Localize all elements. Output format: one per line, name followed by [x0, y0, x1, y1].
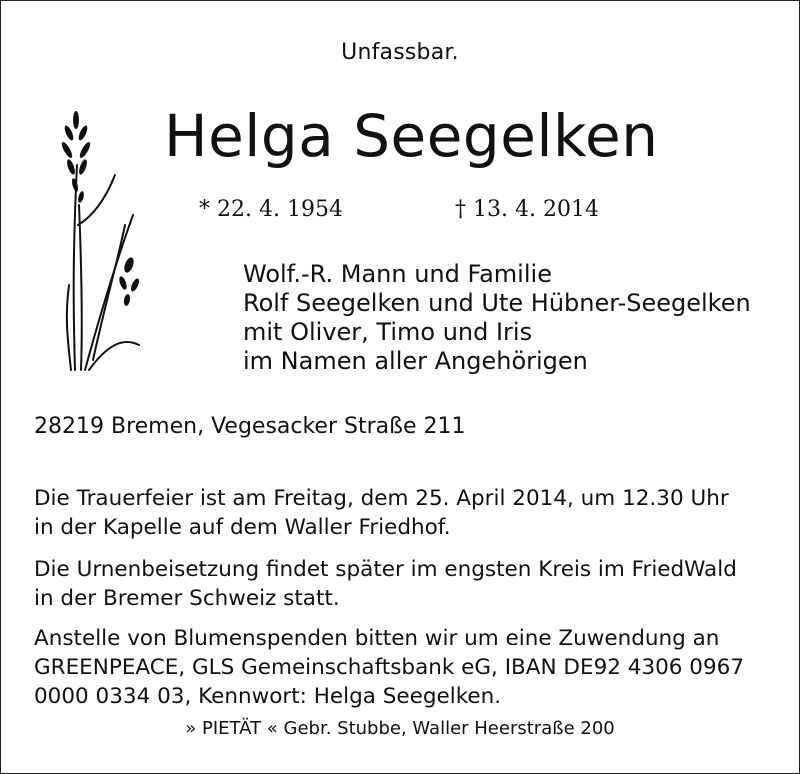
funeral-home-footer: » PIETÄT « Gebr. Stubbe, Waller Heerstraße 200: [185, 718, 615, 739]
burial-paragraph: [34, 555, 774, 613]
mourners-list: [243, 260, 751, 376]
paragraph-line: in der Bremer Schweiz statt.: [34, 586, 340, 611]
grass-illustration-icon: [45, 105, 155, 375]
mourner-line: im Namen aller Angehörigen: [243, 347, 588, 375]
paragraph-line: GREENPEACE, GLS Gemeinschaftsbank eG, IBAN DE92 4306 0967: [34, 655, 745, 680]
mourner-line: Rolf Seegelken und Ute Hübner-Seegelken: [243, 289, 751, 317]
paragraph-line: in der Kapelle auf dem Waller Friedhof.: [34, 515, 451, 540]
address: 28219 Bremen, Vegesacker Straße 211: [34, 414, 466, 439]
mourner-line: Wolf.-R. Mann und Familie: [243, 260, 552, 288]
mourner-line: mit Oliver, Timo und Iris: [243, 318, 533, 346]
deceased-name: Helga Seegelken: [164, 102, 659, 170]
donation-paragraph: [34, 624, 774, 711]
paragraph-line: Die Urnenbeisetzung findet später im engsten Kreis im FriedWald: [34, 557, 737, 582]
headline: Unfassbar.: [341, 40, 459, 65]
funeral-paragraph: [34, 484, 774, 542]
death-date: † 13. 4. 2014: [455, 197, 599, 222]
paragraph-line: Die Trauerfeier ist am Freitag, dem 25. April 2014, um 12.30 Uhr: [34, 486, 729, 511]
birth-date: * 22. 4. 1954: [199, 197, 343, 222]
paragraph-line: 0000 0334 03, Kennwort: Helga Seegelken.: [34, 684, 502, 709]
paragraph-line: Anstelle von Blumenspenden bitten wir um eine Zuwendung an: [34, 626, 720, 651]
